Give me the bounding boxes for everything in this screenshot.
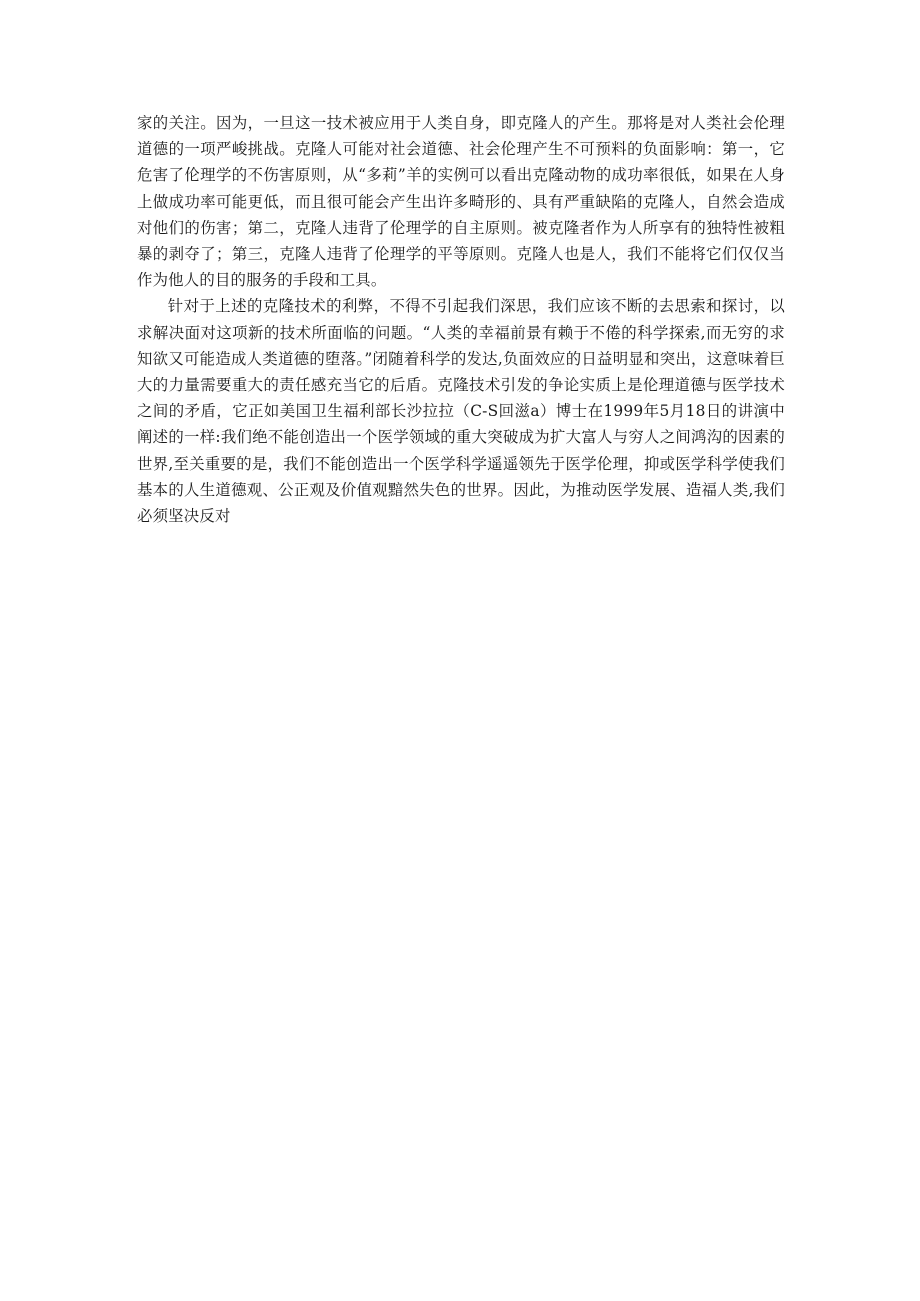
document-page (137, 110, 785, 529)
paragraph-pros-and-cons: 针对于上述的克隆技术的利弊，不得不引起我们深思，我们应该不断的去思索和探讨，以求解决面对这项新的技术所面临的问题。“人类的幸福前景有赖于不倦的科学探索,而无穷的求知欲又可能造成人类道德的堕落。”闭随着科学的发达,负面效应的日益明显和突出，这意味着巨大的力量需要重大的责任感充当它的后盾。克隆技术引发的争论实质上是伦理道德与医学技术之间的矛盾，它正如美国卫生福利部长沙拉拉（C-S回滋a）博士在1999年5月18日的讲演中阐述的一样:我们绝不能创造出一个医学领域的重大突破成为扩大富人与穷人之间鸿沟的因素的世界,至关重要的是，我们不能创造出一个医学科学遥遥领先于医学伦理，抑或医学科学使我们基本的人生道德观、公正观及价值观黯然失色的世界。因此，为推动医学发展、造福人类,我们必须坚决反对 (137, 297, 785, 526)
paragraph-ethics-challenges: 家的关注。因为，一旦这一技术被应用于人类自身，即克隆人的产生。那将是对人类社会伦理道德的一项严峻挑战。克隆人可能对社会道德、社会伦理产生不可预料的负面影响：第一，它危害了伦理学的不伤害原则，从“多莉”羊的实例可以看出克隆动物的成功率很低，如果在人身上做成功率可能更低，而且很可能会产生出许多畸形的、具有严重缺陷的克隆人，自然会造成对他们的伤害；第二，克隆人违背了伦理学的自主原则。被克隆者作为人所享有的独特性被粗暴的剥夺了；第三，克隆人违背了伦理学的平等原则。克隆人也是人，我们不能将它们仅仅当作为他人的目的服务的手段和工具。 (137, 114, 785, 290)
